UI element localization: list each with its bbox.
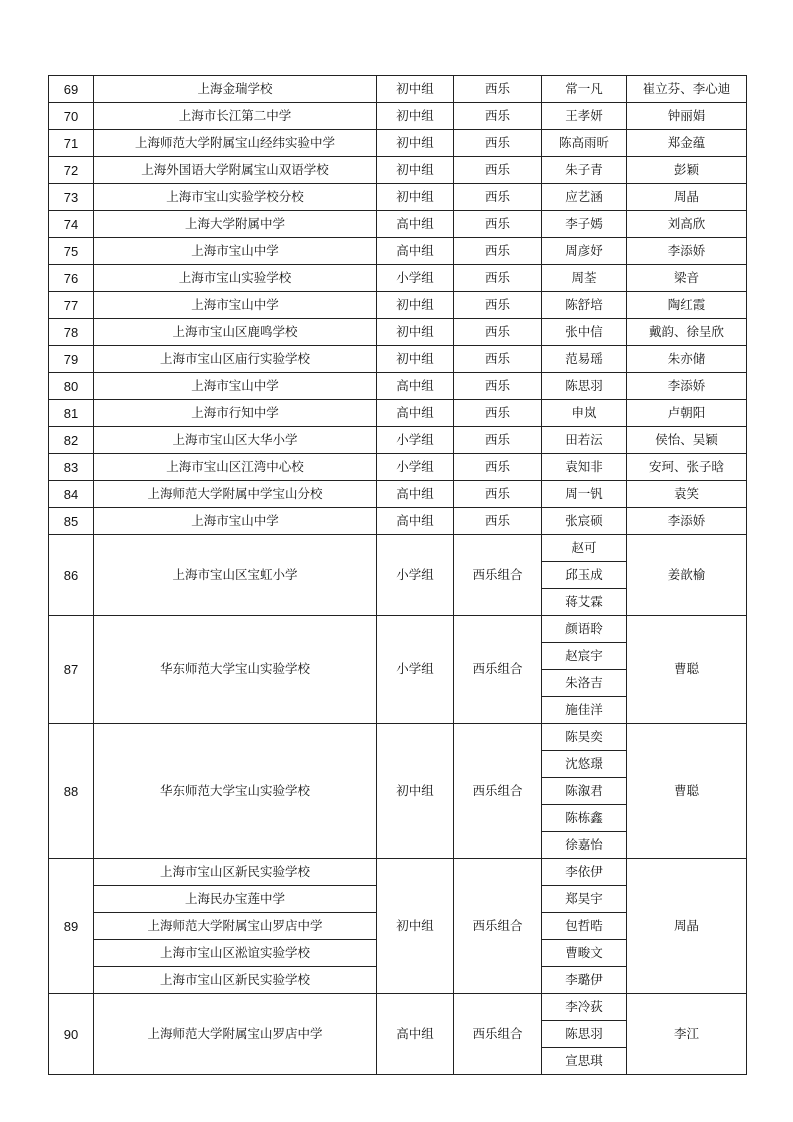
school-name: 上海师范大学附属宝山罗店中学 bbox=[94, 913, 377, 940]
entry-number: 90 bbox=[49, 994, 94, 1075]
school-name: 华东师范大学宝山实验学校 bbox=[94, 616, 377, 724]
school-name: 上海市宝山区淞谊实验学校 bbox=[94, 940, 377, 967]
student-name: 周一钒 bbox=[542, 481, 627, 508]
school-name: 上海师范大学附属宝山罗店中学 bbox=[94, 994, 377, 1075]
group-level: 小学组 bbox=[377, 454, 454, 481]
category: 西乐 bbox=[454, 292, 542, 319]
school-name: 上海市宝山区江湾中心校 bbox=[94, 454, 377, 481]
table-row bbox=[49, 76, 747, 103]
table-row bbox=[49, 265, 747, 292]
category: 西乐 bbox=[454, 508, 542, 535]
school-name: 上海市行知中学 bbox=[94, 400, 377, 427]
group-level: 小学组 bbox=[377, 535, 454, 616]
table-row bbox=[49, 454, 747, 481]
school-name: 上海市宝山区庙行实验学校 bbox=[94, 346, 377, 373]
teacher-name: 李添娇 bbox=[627, 238, 747, 265]
school-name: 上海市宝山中学 bbox=[94, 238, 377, 265]
student-name: 王孝妍 bbox=[542, 103, 627, 130]
entry-number: 82 bbox=[49, 427, 94, 454]
student-name: 宣思琪 bbox=[542, 1048, 627, 1075]
group-level: 高中组 bbox=[377, 211, 454, 238]
student-name: 包哲晧 bbox=[542, 913, 627, 940]
teacher-name: 陶红霞 bbox=[627, 292, 747, 319]
table-row bbox=[49, 481, 747, 508]
entry-number: 86 bbox=[49, 535, 94, 616]
student-name: 陈昊奕 bbox=[542, 724, 627, 751]
table-row bbox=[49, 859, 747, 886]
teacher-name: 袁笑 bbox=[627, 481, 747, 508]
school-name: 华东师范大学宝山实验学校 bbox=[94, 724, 377, 859]
entry-number: 89 bbox=[49, 859, 94, 994]
table-row bbox=[49, 211, 747, 238]
table-row bbox=[49, 535, 747, 562]
group-level: 高中组 bbox=[377, 481, 454, 508]
entry-number: 79 bbox=[49, 346, 94, 373]
student-name: 施佳洋 bbox=[542, 697, 627, 724]
student-name: 陈高雨昕 bbox=[542, 130, 627, 157]
group-level: 初中组 bbox=[377, 76, 454, 103]
student-name: 曹畯文 bbox=[542, 940, 627, 967]
entry-number: 70 bbox=[49, 103, 94, 130]
category: 西乐 bbox=[454, 238, 542, 265]
entry-number: 69 bbox=[49, 76, 94, 103]
category: 西乐 bbox=[454, 346, 542, 373]
school-name: 上海市宝山中学 bbox=[94, 508, 377, 535]
table-row bbox=[49, 103, 747, 130]
table-row bbox=[49, 292, 747, 319]
entry-number: 76 bbox=[49, 265, 94, 292]
student-name: 周彦妤 bbox=[542, 238, 627, 265]
school-name: 上海大学附属中学 bbox=[94, 211, 377, 238]
category: 西乐 bbox=[454, 157, 542, 184]
school-name: 上海市宝山实验学校分校 bbox=[94, 184, 377, 211]
teacher-name: 卢朝阳 bbox=[627, 400, 747, 427]
student-name: 常一凡 bbox=[542, 76, 627, 103]
category: 西乐 bbox=[454, 184, 542, 211]
student-name: 徐嘉怡 bbox=[542, 832, 627, 859]
award-table-body bbox=[49, 76, 747, 1075]
group-level: 高中组 bbox=[377, 373, 454, 400]
award-table bbox=[48, 75, 747, 1075]
group-level: 高中组 bbox=[377, 400, 454, 427]
student-name: 蒋艾霖 bbox=[542, 589, 627, 616]
student-name: 田若沄 bbox=[542, 427, 627, 454]
entry-number: 85 bbox=[49, 508, 94, 535]
group-level: 高中组 bbox=[377, 508, 454, 535]
teacher-name: 钟丽娟 bbox=[627, 103, 747, 130]
student-name: 陈思羽 bbox=[542, 1021, 627, 1048]
student-name: 朱子青 bbox=[542, 157, 627, 184]
teacher-name: 郑金蕴 bbox=[627, 130, 747, 157]
teacher-name: 李添娇 bbox=[627, 373, 747, 400]
student-name: 陈思羽 bbox=[542, 373, 627, 400]
category: 西乐 bbox=[454, 373, 542, 400]
school-name: 上海市宝山区新民实验学校 bbox=[94, 967, 377, 994]
school-name: 上海师范大学附属宝山经纬实验中学 bbox=[94, 130, 377, 157]
entry-number: 83 bbox=[49, 454, 94, 481]
table-row bbox=[49, 130, 747, 157]
category: 西乐组合 bbox=[454, 724, 542, 859]
school-name: 上海市长江第二中学 bbox=[94, 103, 377, 130]
student-name: 周荃 bbox=[542, 265, 627, 292]
group-level: 初中组 bbox=[377, 157, 454, 184]
entry-number: 87 bbox=[49, 616, 94, 724]
school-name: 上海师范大学附属中学宝山分校 bbox=[94, 481, 377, 508]
entry-number: 77 bbox=[49, 292, 94, 319]
group-level: 初中组 bbox=[377, 130, 454, 157]
student-name: 颜语聆 bbox=[542, 616, 627, 643]
teacher-name: 侯怡、吴颖 bbox=[627, 427, 747, 454]
student-name: 李璐伊 bbox=[542, 967, 627, 994]
table-row bbox=[49, 724, 747, 751]
teacher-name: 周晶 bbox=[627, 184, 747, 211]
teacher-name: 朱亦储 bbox=[627, 346, 747, 373]
school-name: 上海市宝山中学 bbox=[94, 292, 377, 319]
student-name: 张中信 bbox=[542, 319, 627, 346]
teacher-name: 梁音 bbox=[627, 265, 747, 292]
student-name: 郑昊宇 bbox=[542, 886, 627, 913]
student-name: 袁知非 bbox=[542, 454, 627, 481]
group-level: 初中组 bbox=[377, 103, 454, 130]
group-level: 小学组 bbox=[377, 427, 454, 454]
table-row bbox=[49, 319, 747, 346]
student-name: 邱玉成 bbox=[542, 562, 627, 589]
category: 西乐组合 bbox=[454, 994, 542, 1075]
school-name: 上海市宝山区新民实验学校 bbox=[94, 859, 377, 886]
school-name: 上海市宝山区大华小学 bbox=[94, 427, 377, 454]
table-row bbox=[49, 508, 747, 535]
teacher-name: 崔立芬、李心迪 bbox=[627, 76, 747, 103]
student-name: 李冷荻 bbox=[542, 994, 627, 1021]
school-name: 上海市宝山实验学校 bbox=[94, 265, 377, 292]
group-level: 小学组 bbox=[377, 616, 454, 724]
student-name: 李子嫣 bbox=[542, 211, 627, 238]
category: 西乐组合 bbox=[454, 616, 542, 724]
student-name: 范易瑶 bbox=[542, 346, 627, 373]
teacher-name: 曹聪 bbox=[627, 616, 747, 724]
student-name: 朱洛吉 bbox=[542, 670, 627, 697]
category: 西乐 bbox=[454, 130, 542, 157]
category: 西乐 bbox=[454, 400, 542, 427]
student-name: 陈栋鑫 bbox=[542, 805, 627, 832]
group-level: 初中组 bbox=[377, 184, 454, 211]
table-row bbox=[49, 616, 747, 643]
category: 西乐 bbox=[454, 211, 542, 238]
group-level: 初中组 bbox=[377, 319, 454, 346]
group-level: 初中组 bbox=[377, 346, 454, 373]
entry-number: 81 bbox=[49, 400, 94, 427]
category: 西乐 bbox=[454, 481, 542, 508]
teacher-name: 刘高欣 bbox=[627, 211, 747, 238]
table-row bbox=[49, 373, 747, 400]
school-name: 上海市宝山区宝虹小学 bbox=[94, 535, 377, 616]
category: 西乐 bbox=[454, 454, 542, 481]
teacher-name: 李添娇 bbox=[627, 508, 747, 535]
table-row bbox=[49, 184, 747, 211]
entry-number: 78 bbox=[49, 319, 94, 346]
category: 西乐 bbox=[454, 319, 542, 346]
table-row bbox=[49, 400, 747, 427]
category: 西乐 bbox=[454, 265, 542, 292]
group-level: 初中组 bbox=[377, 292, 454, 319]
student-name: 赵可 bbox=[542, 535, 627, 562]
group-level: 高中组 bbox=[377, 238, 454, 265]
school-name: 上海民办宝莲中学 bbox=[94, 886, 377, 913]
table-row bbox=[49, 427, 747, 454]
category: 西乐 bbox=[454, 103, 542, 130]
student-name: 陈溆君 bbox=[542, 778, 627, 805]
table-row bbox=[49, 346, 747, 373]
group-level: 初中组 bbox=[377, 859, 454, 994]
table-row bbox=[49, 994, 747, 1021]
student-name: 张宸硕 bbox=[542, 508, 627, 535]
entry-number: 73 bbox=[49, 184, 94, 211]
table-row bbox=[49, 238, 747, 265]
student-name: 赵宸宇 bbox=[542, 643, 627, 670]
school-name: 上海市宝山中学 bbox=[94, 373, 377, 400]
group-level: 小学组 bbox=[377, 265, 454, 292]
teacher-name: 戴韵、徐呈欣 bbox=[627, 319, 747, 346]
teacher-name: 姜歆榆 bbox=[627, 535, 747, 616]
teacher-name: 曹聪 bbox=[627, 724, 747, 859]
entry-number: 71 bbox=[49, 130, 94, 157]
school-name: 上海外国语大学附属宝山双语学校 bbox=[94, 157, 377, 184]
entry-number: 74 bbox=[49, 211, 94, 238]
group-level: 初中组 bbox=[377, 724, 454, 859]
student-name: 陈舒培 bbox=[542, 292, 627, 319]
teacher-name: 周晶 bbox=[627, 859, 747, 994]
entry-number: 72 bbox=[49, 157, 94, 184]
category: 西乐组合 bbox=[454, 535, 542, 616]
student-name: 申岚 bbox=[542, 400, 627, 427]
school-name: 上海市宝山区鹿鸣学校 bbox=[94, 319, 377, 346]
group-level: 高中组 bbox=[377, 994, 454, 1075]
student-name: 李依伊 bbox=[542, 859, 627, 886]
student-name: 沈悠璟 bbox=[542, 751, 627, 778]
teacher-name: 安珂、张子晗 bbox=[627, 454, 747, 481]
entry-number: 88 bbox=[49, 724, 94, 859]
category: 西乐 bbox=[454, 427, 542, 454]
entry-number: 80 bbox=[49, 373, 94, 400]
entry-number: 75 bbox=[49, 238, 94, 265]
student-name: 应艺涵 bbox=[542, 184, 627, 211]
school-name: 上海金瑞学校 bbox=[94, 76, 377, 103]
category: 西乐 bbox=[454, 76, 542, 103]
category: 西乐组合 bbox=[454, 859, 542, 994]
entry-number: 84 bbox=[49, 481, 94, 508]
teacher-name: 李江 bbox=[627, 994, 747, 1075]
teacher-name: 彭颖 bbox=[627, 157, 747, 184]
table-row bbox=[49, 157, 747, 184]
